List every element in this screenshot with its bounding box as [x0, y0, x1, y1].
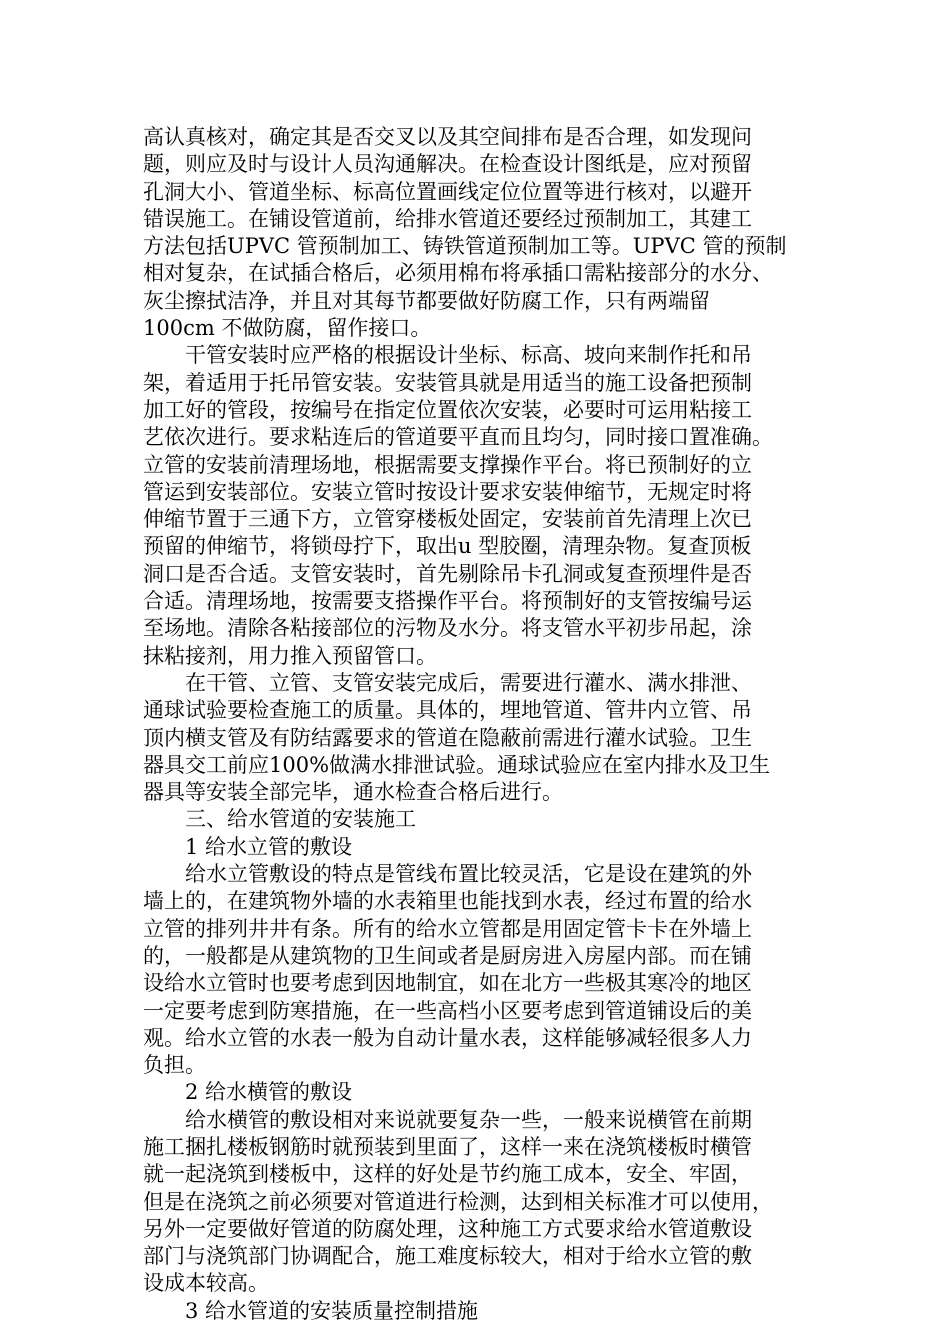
text-line: 负担。 — [143, 1053, 206, 1078]
text-line: 管运到安装部位。安装立管时按设计要求安装伸缩节，无规定时将 — [143, 479, 752, 504]
text-line: 的，一般都是从建筑物的卫生间或者是厨房进入房屋内部。而在铺 — [143, 943, 752, 968]
text-line: 错误施工。在铺设管道前，给排水管道还要经过预制加工，其建工 — [143, 206, 752, 231]
text-line: 架，着适用于托吊管安装。安装管具就是用适当的施工设备把预制 — [143, 370, 752, 395]
text-line: 预留的伸缩节，将锁母拧下，取出u 型胶圈，清理杂物。复查顶板 — [143, 534, 752, 559]
text-line: 相对复杂，在试插合格后，必须用棉布将承插口需粘接部分的水分、 — [143, 261, 773, 286]
text-line: 抹粘接剂，用力推入预留管口。 — [143, 643, 437, 668]
text-line: 立管的安装前清理场地，根据需要支撑操作平台。将已预制好的立 — [143, 452, 752, 477]
text-line: 2 给水横管的敷设 — [185, 1080, 353, 1105]
text-line: 加工好的管段，按编号在指定位置依次安装，必要时可运用粘接工 — [143, 397, 752, 422]
text-line: 艺依次进行。要求粘连后的管道要平直而且均匀，同时接口置准确。 — [143, 425, 773, 450]
text-line: 给水横管的敷设相对来说就要复杂一些，一般来说横管在前期 — [185, 1107, 752, 1132]
text-line: 合适。清理场地，按需要支搭操作平台。将预制好的支管按编号运 — [143, 589, 752, 614]
text-line: 立管的排列井井有条。所有的给水立管都是用固定管卡卡在外墙上 — [143, 916, 752, 941]
text-line: 题，则应及时与设计人员沟通解决。在检查设计图纸是，应对预留 — [143, 152, 752, 177]
text-line: 器具交工前应100%做满水排泄试验。通球试验应在室内排水及卫生 — [143, 752, 771, 777]
text-line: 孔洞大小、管道坐标、标高位置画线定位位置等进行核对，以避开 — [143, 179, 752, 204]
text-line: 施工捆扎楼板钢筋时就预装到里面了，这样一来在浇筑楼板时横管 — [143, 1134, 752, 1159]
text-line: 设给水立管时也要考虑到因地制宜，如在北方一些极其寒冷的地区 — [143, 971, 752, 996]
text-line: 另外一定要做好管道的防腐处理，这种施工方式要求给水管道敷设 — [143, 1216, 752, 1241]
text-line: 洞口是否合适。支管安装时，首先剔除吊卡孔洞或复查预埋件是否 — [143, 561, 752, 586]
text-line: 但是在浇筑之前必须要对管道进行检测，达到相关标准才可以使用， — [143, 1189, 773, 1214]
text-line: 一定要考虑到防寒措施，在一些高档小区要考虑到管道铺设后的美 — [143, 998, 752, 1023]
text-line: 顶内横支管及有防结露要求的管道在隐蔽前需进行灌水试验。卫生 — [143, 725, 752, 750]
text-line: 给水立管敷设的特点是管线布置比较灵活，它是设在建筑的外 — [185, 862, 752, 887]
text-line: 方法包括UPVC 管预制加工、铸铁管道预制加工等。UPVC 管的预制 — [143, 234, 787, 259]
text-line: 就一起浇筑到楼板中，这样的好处是节约施工成本，安全、牢固， — [143, 1162, 752, 1187]
text-line: 设成本较高。 — [143, 1271, 269, 1296]
text-line: 部门与浇筑部门协调配合，施工难度标较大，相对于给水立管的敷 — [143, 1244, 752, 1269]
text-line: 100cm 不做防腐，留作接口。 — [143, 316, 432, 341]
text-line: 高认真核对，确定其是否交叉以及其空间排布是否合理，如发现问 — [143, 125, 752, 149]
text-line: 至场地。清除各粘接部位的污物及水分。将支管水平初步吊起，涂 — [143, 616, 752, 641]
text-line: 观。给水立管的水表一般为自动计量水表，这样能够减轻很多人力 — [143, 1025, 752, 1050]
body-text — [143, 124, 823, 1325]
text-line: 在干管、立管、支管安装完成后，需要进行灌水、满水排泄、 — [185, 670, 752, 695]
text-line: 三、给水管道的安装施工 — [185, 807, 416, 832]
text-line: 器具等安装全部完毕，通水检查合格后进行。 — [143, 780, 563, 805]
text-line: 干管安装时应严格的根据设计坐标、标高、坡向来制作托和吊 — [185, 343, 752, 368]
text-line: 灰尘擦拭洁净，并且对其每节都要做好防腐工作，只有两端留 — [143, 288, 710, 313]
text-line: 3 给水管道的安装质量控制措施 — [185, 1298, 479, 1323]
text-line: 伸缩节置于三通下方，立管穿楼板处固定，安装前首先清理上次已 — [143, 507, 752, 532]
text-line: 1 给水立管的敷设 — [185, 834, 353, 859]
text-line: 墙上的，在建筑物外墙的水表箱里也能找到水表，经过布置的给水 — [143, 889, 752, 914]
text-line: 通球试验要检查施工的质量。具体的，埋地管道、管井内立管、吊 — [143, 698, 752, 723]
